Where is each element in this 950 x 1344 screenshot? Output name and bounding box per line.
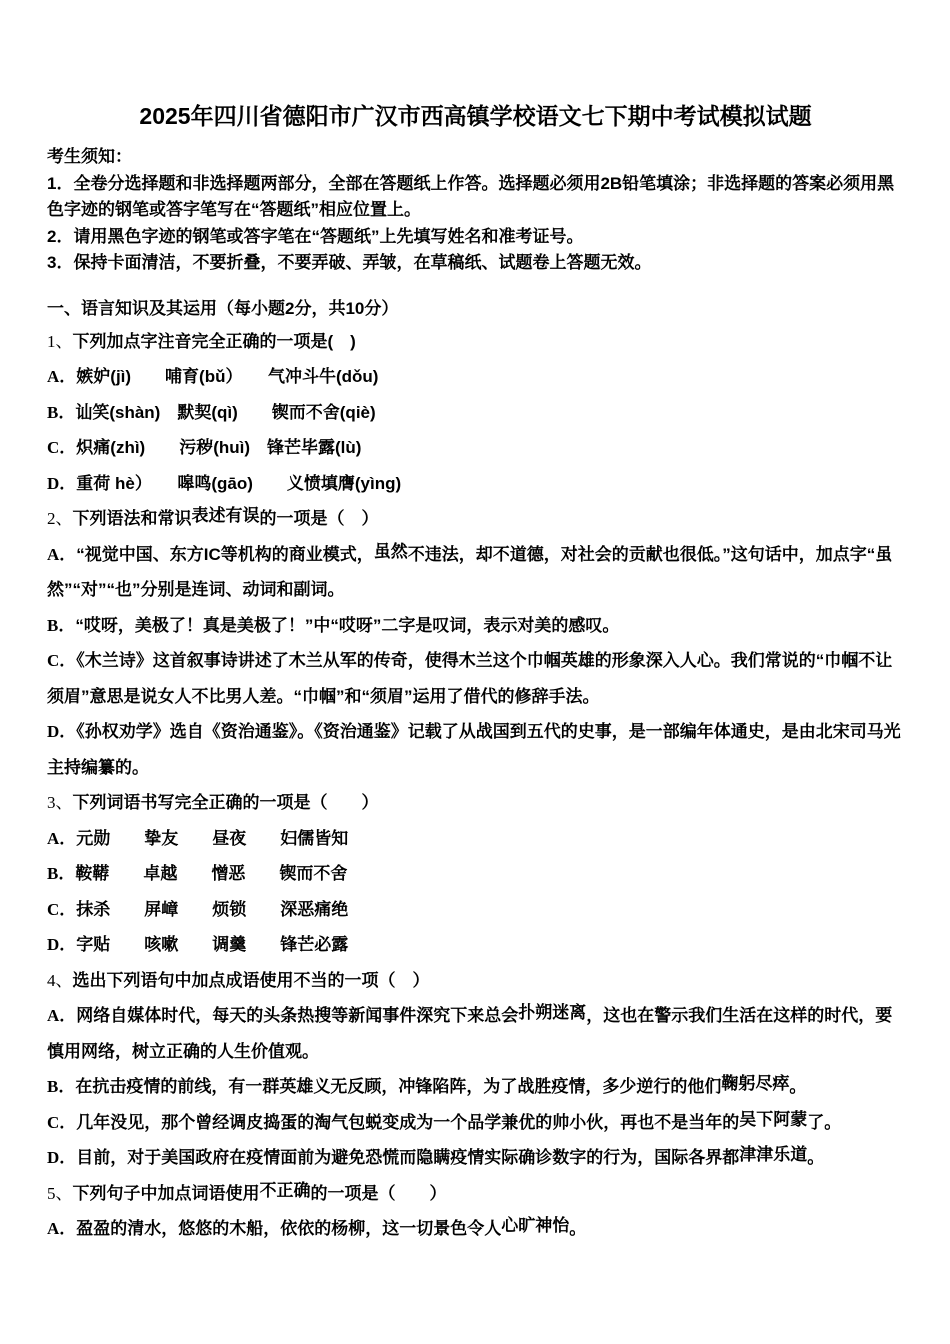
question-4 <box>47 963 904 1176</box>
option-line <box>47 1069 904 1105</box>
option-text: 元勋 挚友 昼夜 妇儒皆知 <box>76 828 349 848</box>
question-number: 1、 <box>47 331 73 351</box>
question-stem-text: 下列词语书写完全正确的一项是（ ） <box>72 793 379 812</box>
option-line <box>47 1105 904 1141</box>
option-text: 《孙权劝学》选自《资治通鉴》。《资治通鉴》记载了从战国到五代的史事，是一部编年体通史，是由北宋司马光主持编纂的。 <box>47 722 901 777</box>
option-text: 鞍鞯 卓越 憎恶 锲而不舍 <box>75 864 348 883</box>
option-line <box>47 714 904 785</box>
option-text: 讪笑(shàn) 默契(qì) 锲而不舍(qiè) <box>75 402 376 422</box>
option-text: 几年没见，那个曾经调皮捣蛋的淘气包蜕变成为一个品学兼优的帅小伙，再也不是当年的吴下阿蒙了。 <box>76 1109 842 1132</box>
option-text: 重荷 hè） 嗥鸣(gāo) 义愤填膺(yìng) <box>76 473 402 493</box>
question-stem <box>47 324 904 360</box>
notice-block <box>47 144 904 277</box>
option-line <box>47 643 904 714</box>
question-stem-text: 下列语法和常识表述有误的一项是（ ） <box>72 506 379 528</box>
option-label: A． <box>47 1006 77 1025</box>
option-label: C． <box>47 1112 77 1132</box>
question-1 <box>47 324 904 502</box>
option-label: A． <box>47 367 77 386</box>
option-line <box>47 359 904 395</box>
option-text: 盈盈的清水，悠悠的木船，依依的杨柳，这一切景色令人心旷神怡。 <box>76 1216 587 1238</box>
option-line <box>47 892 904 928</box>
question-stem <box>47 1176 904 1212</box>
option-line <box>47 821 904 857</box>
option-text: “视觉中国、东方IC等机构的商业模式，虽然不违法，却不道德，对社会的贡献也很低。”这句话中，加点字“虽然”“对”“也”分别是连词、动词和副词。 <box>47 541 893 599</box>
option-line <box>47 608 904 644</box>
option-label: D． <box>47 473 77 493</box>
option-text: 网络自媒体时代，每天的头条热搜等新闻事件深究下来总会扑朔迷离，这也在警示我们生活在这样的时代，要慎用网络，树立正确的人生价值观。 <box>47 1003 893 1061</box>
question-3 <box>47 785 904 963</box>
option-label: A． <box>47 828 77 848</box>
option-line <box>47 927 904 963</box>
option-label: C． <box>47 651 77 670</box>
option-label: B． <box>47 615 76 635</box>
option-label: B． <box>47 402 76 422</box>
notice-item: 2．请用黑色字迹的钢笔或答字笔在“答题纸”上先填写姓名和准考证号。 <box>47 226 584 246</box>
option-label: D． <box>47 1148 77 1167</box>
page-title: 2025年四川省德阳市广汉市西高镇学校语文七下期中考试模拟试题 <box>139 103 812 129</box>
question-5 <box>47 1176 904 1247</box>
notice-item: 1．全卷分选择题和非选择题两部分，全部在答题纸上作答。选择题必须用2B铅笔填涂；非选择题的答案必须用黑色字迹的钢笔或答字笔写在“答题纸”相应位置上。 <box>47 173 895 219</box>
question-stem-text: 下列句子中加点词语使用不正确的一项是（ ） <box>72 1180 447 1203</box>
option-text: 目前，对于美国政府在疫情面前为避免恐慌而隐瞒疫情实际确诊数字的行为，国际各界都津津乐道。 <box>76 1145 825 1167</box>
option-label: A． <box>47 1219 77 1238</box>
question-stem-text: 下列加点字注音完全正确的一项是( ) <box>72 331 356 351</box>
option-text: 嫉妒(jì) 哺育(bǔ） 气冲斗牛(dǒu) <box>76 367 379 386</box>
option-label: C． <box>47 438 77 457</box>
option-text: 抹杀 屏嶂 烦锁 深恶痛绝 <box>76 899 349 919</box>
question-stem <box>47 963 904 999</box>
option-line <box>47 466 904 502</box>
question-stem-text: 选出下列语句中加点成语使用不当的一项（ ） <box>72 970 430 990</box>
option-line <box>47 856 904 892</box>
notice-item: 3．保持卡面清洁，不要折叠，不要弄破、弄皱，在草稿纸、试题卷上答题无效。 <box>47 253 652 272</box>
option-label: B． <box>47 1077 76 1096</box>
option-line <box>47 537 904 608</box>
question-number: 4、 <box>47 970 73 990</box>
option-label: B． <box>47 864 76 883</box>
option-label: A． <box>47 544 77 564</box>
question-stem <box>47 501 904 537</box>
option-line <box>47 998 904 1069</box>
question-number: 3、 <box>47 793 73 812</box>
question-number: 2、 <box>47 509 73 528</box>
option-text: 炽痛(zhì) 污秽(huì) 锋芒毕露(lù) <box>76 438 362 457</box>
question-stem <box>47 785 904 821</box>
option-label: C． <box>47 899 77 919</box>
option-text: 在抗击疫情的前线，有一群英雄义无反顾，冲锋陷阵，为了战胜疫情，多少逆行的他们鞠躬尽瘁。 <box>75 1074 807 1096</box>
option-text: “哎呀，美极了！真是美极了！”中“哎呀”二字是叹词，表示对美的感叹。 <box>75 615 620 635</box>
question-number: 5、 <box>47 1183 73 1203</box>
notice-heading: 考生须知： <box>47 147 132 166</box>
option-line <box>47 430 904 466</box>
option-line <box>47 1211 904 1247</box>
section-heading: 一、语言知识及其运用（每小题2分，共10分） <box>47 298 399 318</box>
question-2 <box>47 501 904 785</box>
option-text: 《木兰诗》这首叙事诗讲述了木兰从军的传奇，使得木兰这个巾帼英雄的形象深入人心。我们常说的“巾帼不让须眉”意思是说女人不比男人差。“巾帼”和“须眉”运用了借代的修辞手法。 <box>47 651 893 706</box>
option-label: D． <box>47 935 77 954</box>
option-line <box>47 1140 904 1176</box>
option-text: 字贴 咳嗽 调羹 锋芒必露 <box>76 935 349 954</box>
option-label: D． <box>47 722 77 741</box>
option-line <box>47 395 904 431</box>
